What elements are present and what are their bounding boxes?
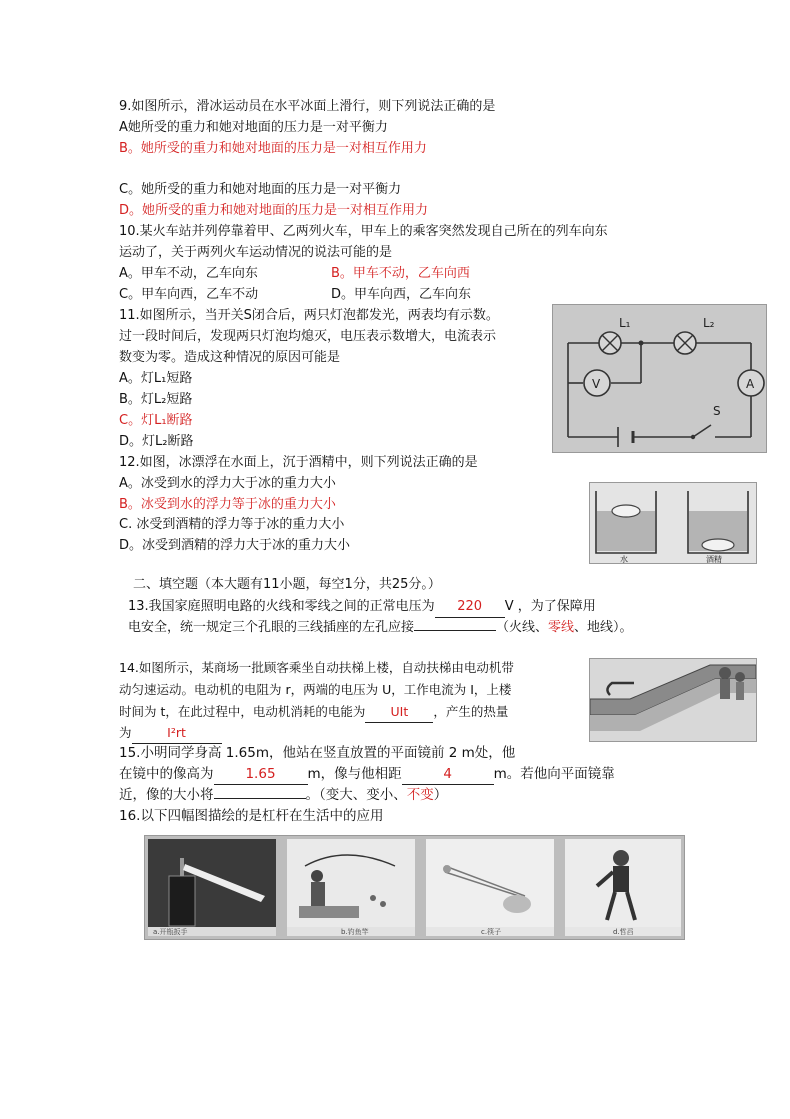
q11-option-b: B。灯L₂短路	[119, 392, 193, 407]
label-alcohol: 酒精	[706, 555, 722, 563]
q16-stem: 16.以下四幅图描绘的是杠杆在生活中的应用	[119, 808, 384, 824]
q15-line3: 近，像的大小将 。（变大、变小、不变）	[119, 787, 448, 803]
q9-option-b: B。她所受的重力和她对地面的压力是一对相互作用力	[119, 141, 427, 156]
q11-option-a: A。灯L₁短路	[119, 371, 193, 386]
battery-icon	[618, 427, 633, 447]
q9-option-a: A她所受的重力和她对地面的压力是一对平衡力	[119, 120, 388, 135]
caption-a: a.开瓶扳手	[153, 928, 188, 936]
q15-blank-height: 1.65	[214, 764, 308, 785]
q11-option-d: D。灯L₂断路	[119, 434, 194, 449]
q14-blank-energy: UIt	[365, 702, 433, 723]
junction-dot	[639, 341, 644, 346]
q11-stem-line1: 11.如图所示，当开关S闭合后，两只灯泡都发光，两表均有示数。	[119, 308, 499, 323]
q13-line2: 电安全，统一规定三个孔眼的三线插座的左孔应接 （火线、零线、地线）。	[128, 620, 633, 635]
label-a: A	[746, 377, 755, 391]
q15-line1: 15.小明同学身高 1.65m，他站在竖直放置的平面镜前 2 m处，他	[119, 745, 516, 761]
label-s: S	[713, 404, 721, 418]
q13-blank-left-hole	[414, 630, 496, 631]
q14-blank-heat: I²rt	[132, 723, 222, 744]
lever-pictures-strip	[144, 835, 685, 940]
q13-blank-voltage: 220	[435, 597, 505, 618]
caption-c: c.筷子	[481, 928, 502, 936]
switch-icon	[691, 435, 695, 439]
q15-blank-distance: 4	[402, 764, 494, 785]
q10-stem-line1: 10.某火车站并列停靠着甲、乙两列火车，甲车上的乘客突然发现自己所在的列车向东	[119, 224, 608, 239]
q11-stem-line3: 数变为零。造成这种情况的原因可能是	[119, 350, 341, 365]
lamp-l2-icon	[674, 332, 696, 354]
q9-option-c: C。她所受的重力和她对地面的压力是一对平衡力	[119, 182, 402, 197]
q14-stem-line4: 为 I²rt	[119, 723, 222, 744]
q10-option-b: B。甲车不动，乙车向西	[331, 266, 470, 281]
q15-blank-size	[214, 798, 306, 799]
q15-line2: 在镜中的像高为 1.65 m，像与他相距 4 m。若他向平面镜靠	[119, 764, 615, 785]
q10-option-c: C。甲车向西，乙车不动	[119, 287, 259, 302]
picture-d	[565, 839, 681, 936]
q14-stem-line3: 时间为 t，在此过程中，电动机消耗的电能为 UIt ，产生的热量	[119, 702, 508, 723]
q12-option-c: C. 冰受到酒精的浮力等于冰的重力大小	[119, 517, 345, 532]
q12-option-d: D。冰受到酒精的浮力大于冰的重力大小	[119, 538, 351, 553]
picture-a	[148, 839, 276, 936]
lamp-l1-icon	[599, 332, 621, 354]
q13-line1: 13.我国家庭照明电路的火线和零线之间的正常电压为 220 V ，为了保障用	[128, 597, 596, 618]
beaker-water	[596, 491, 656, 553]
circuit-diagram	[552, 304, 767, 453]
q10-stem-line2: 运动了，关于两列火车运动情况的说法可能的是	[119, 245, 393, 260]
label-v: V	[592, 377, 601, 391]
label-l1: L₁	[619, 316, 631, 330]
q12-stem: 12.如图，冰漂浮在水面上，沉于酒精中，则下列说法正确的是	[119, 455, 478, 470]
caption-d: d.哲舀	[613, 928, 634, 936]
picture-b	[287, 839, 415, 936]
q11-option-c: C。灯L₁断路	[119, 413, 193, 428]
q9-stem: 9.如图所示，滑冰运动员在水平冰面上滑行，则下列说法正确的是	[119, 99, 496, 114]
q14-stem-line1: 14.如图所示，某商场一批顾客乘坐自动扶梯上楼，自动扶梯由电动机带	[119, 660, 514, 675]
picture-c	[426, 839, 554, 936]
q10-option-d: D。甲车向西，乙车向东	[331, 287, 472, 302]
label-water: 水	[620, 555, 628, 563]
escalator-figure	[589, 658, 757, 742]
beakers-figure	[589, 482, 757, 564]
caption-b: b.钓鱼竿	[341, 928, 369, 936]
q11-stem-line2: 过一段时间后，发现两只灯泡均熄灭，电压表示数增大，电流表示	[119, 329, 497, 344]
q14-stem-line2: 动匀速运动。电动机的电阻为 r，两端的电压为 U，工作电流为 I，上楼	[119, 682, 512, 697]
q9-option-d: D。她所受的重力和她对地面的压力是一对相互作用力	[119, 203, 429, 218]
beaker-alcohol	[688, 491, 748, 553]
q10-option-a: A。甲车不动，乙车向东	[119, 266, 258, 281]
section-title: 二、填空题（本大题有11小题，每空1分，共25分。）	[133, 577, 441, 592]
q12-option-a: A。冰受到水的浮力大于冰的重力大小	[119, 476, 336, 491]
q12-option-b: B。冰受到水的浮力等于冰的重力大小	[119, 497, 336, 512]
label-l2: L₂	[703, 316, 715, 330]
